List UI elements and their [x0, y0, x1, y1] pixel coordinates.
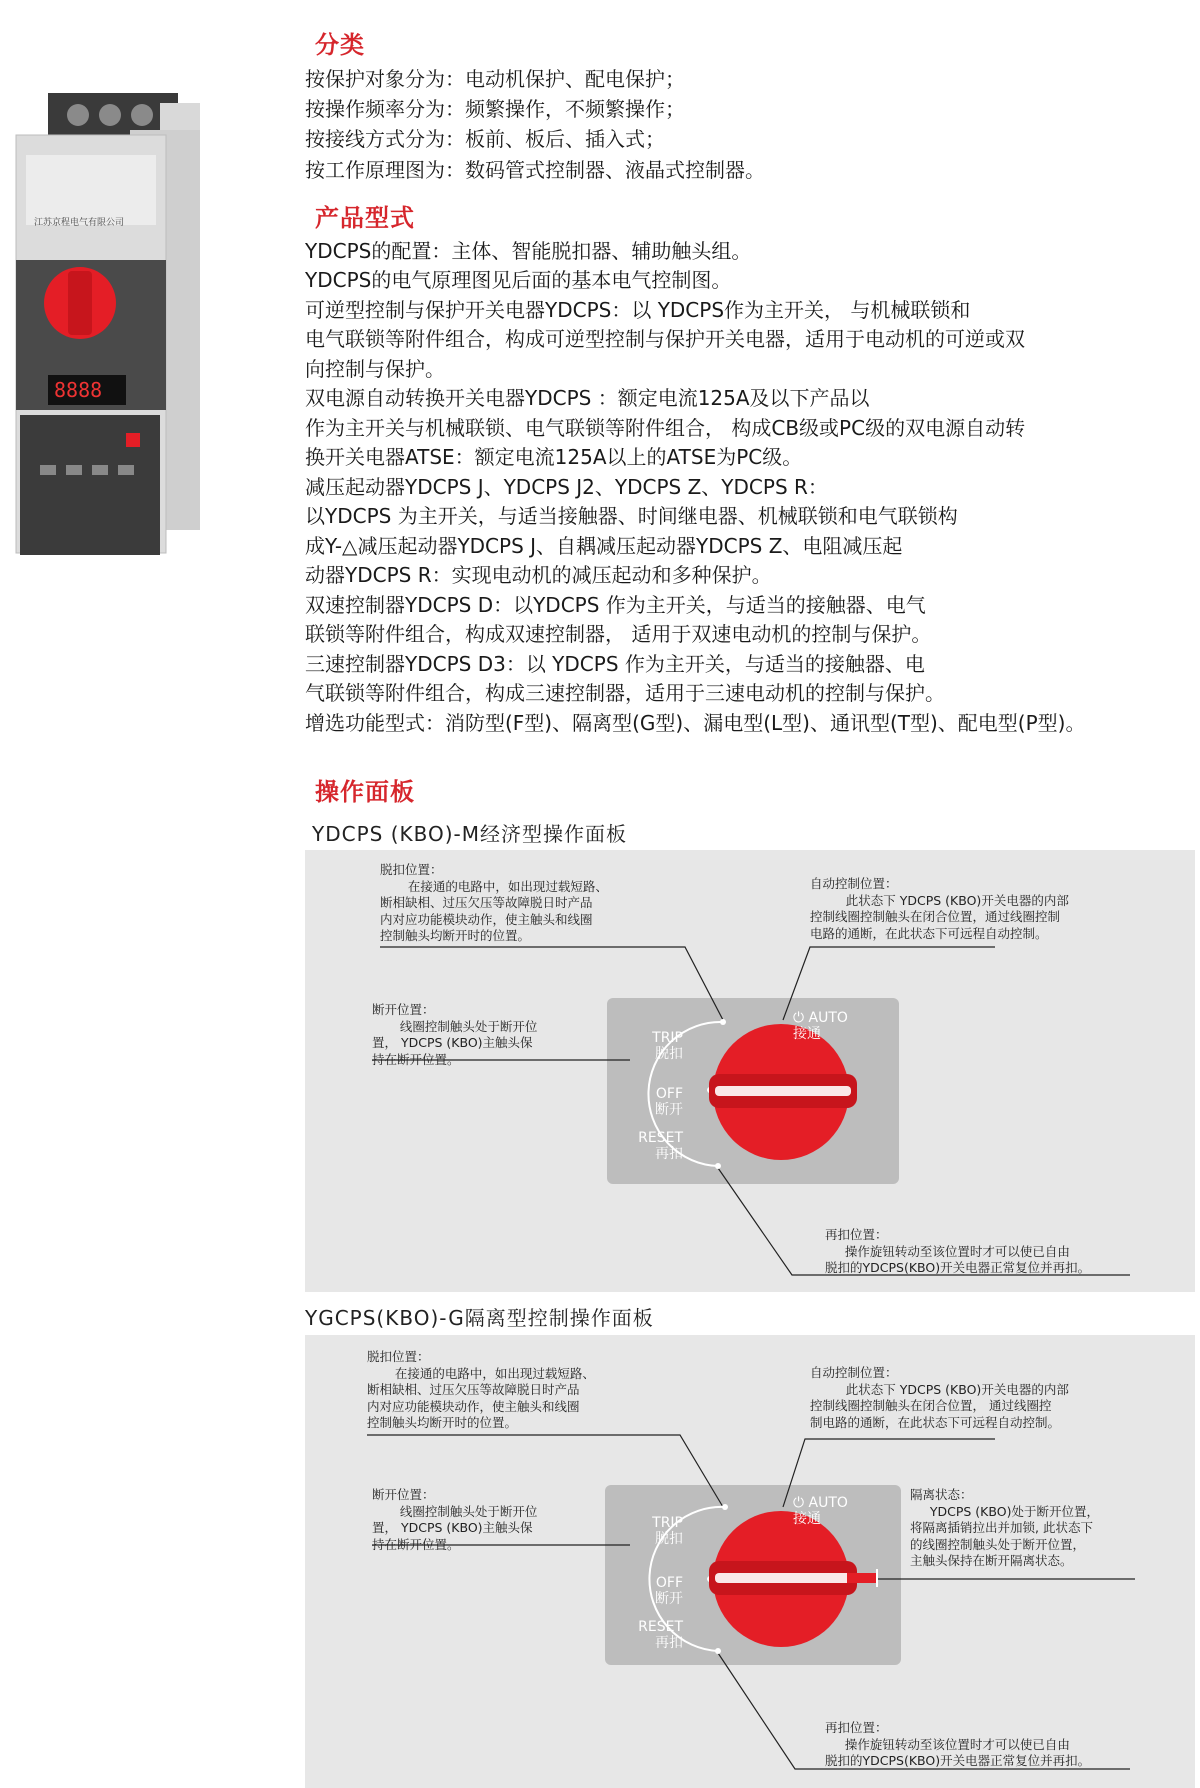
knob-label-reset: RESET 再扣: [638, 1130, 683, 1162]
list-item: 按保护对象分为：电动机保护、配电保护；: [305, 67, 685, 91]
panel-heading: 操作面板: [315, 778, 415, 806]
knob-label-off: OFF 断开: [655, 1086, 683, 1118]
model-paragraph: [305, 237, 1195, 747]
model-heading: 产品型式: [315, 204, 415, 232]
knob-label-trip: TRIP 脱扣: [652, 1515, 683, 1547]
reset-note: 再扣位置： 操作旋钮转动至该位置时才可以使已自由 脱扣的YDCPS(KBO)开关电器正常复位并再扣。: [825, 1227, 1091, 1275]
auto-note: 自动控制位置： 此状态下 YDCPS (KBO)开关电器的内部 控制线圈控制触头在闭合位置， 通过线圈控 制电路的通断，在此状态下可远程自动控制。: [810, 1365, 1069, 1430]
svg-text:江苏京程电气有限公司: 江苏京程电气有限公司: [34, 218, 125, 228]
trip-note: 脱扣位置： 在接通的电路中，如出现过载短路、 断相缺相、过压欠压等故障脱日时产品 内对应功能模块动作，使主触头和线圈 控制触头均断开时的位置。: [380, 862, 608, 943]
auto-note: 自动控制位置： 此状态下 YDCPS (KBO)开关电器的内部 控制线圈控制触头在闭合位置，通过线圈控制 电路的通断，在此状态下可远程自动控制。: [810, 876, 1069, 941]
list-item: 向控制与保护。: [305, 357, 445, 381]
list-item: 双电源自动转换开关电器YDCPS ：额定电流125A及以下产品以: [305, 386, 870, 410]
list-item: 联锁等附件组合，构成双速控制器， 适用于双速电动机的控制与保护。: [305, 622, 932, 646]
knob-label-auto: ⏻ AUTO 接通: [793, 1010, 848, 1042]
list-item: 以YDCPS 为主开关，与适当接触器、时间继电器、机械联锁和电气联锁构: [305, 504, 958, 528]
list-item: 双速控制器YDCPS D：以YDCPS 作为主开关，与适当的接触器、电气: [305, 593, 926, 617]
reset-note: 再扣位置： 操作旋钮转动至该位置时才可以使已自由 脱扣的YDCPS(KBO)开关电器正常复位并再扣。: [825, 1720, 1091, 1768]
list-item: 可逆型控制与保护开关电器YDCPS：以 YDCPS作为主开关， 与机械联锁和: [305, 298, 971, 322]
list-item: 作为主开关与机械联锁、电气联锁等附件组合， 构成CB级或PC级的双电源自动转: [305, 416, 1026, 440]
leader-lines: [305, 1335, 1195, 1788]
panel2-title: YGCPS(KBO)-G隔离型控制操作面板: [305, 1306, 654, 1330]
panel1-title: YDCPS (KBO)-M经济型操作面板: [312, 822, 627, 846]
list-item: YDCPS的配置：主体、智能脱扣器、辅助触头组。: [305, 239, 752, 263]
off-note: 断开位置： 线圈控制触头处于断开位 置， YDCPS (KBO)主触头保 持在断开位置。: [372, 1487, 538, 1552]
knob-label-auto: ⏻ AUTO 接通: [793, 1495, 848, 1527]
power-icon: ⏻: [793, 1495, 805, 1511]
list-item: 气联锁等附件组合，构成三速控制器，适用于三速电动机的控制与保护。: [305, 681, 945, 705]
list-item: 增选功能型式：消防型(F型)、隔离型(G型)、漏电型(L型)、通讯型(T型)、配电型(P型)。: [305, 711, 1086, 735]
classification-heading: 分类: [315, 31, 365, 59]
list-item: 减压起动器YDCPS J、YDCPS J2、YDCPS Z、YDCPS R：: [305, 475, 828, 499]
knob-label-off: OFF 断开: [655, 1575, 683, 1607]
product-device-image: [10, 85, 210, 585]
list-item: 按工作原理图为：数码管式控制器、液晶式控制器。: [305, 158, 765, 182]
off-note: 断开位置： 线圈控制触头处于断开位 置， YDCPS (KBO)主触头保 持在断开位置。: [372, 1002, 538, 1067]
list-item: 换开关电器ATSE：额定电流125A以上的ATSE为PC级。: [305, 445, 803, 469]
list-item: 电气联锁等附件组合，构成可逆型控制与保护开关电器，适用于电动机的可逆或双: [305, 327, 1025, 351]
list-item: 按操作频率分为：频繁操作，不频繁操作；: [305, 97, 685, 121]
list-item: 按接线方式分为：板前、板后、插入式；: [305, 127, 665, 151]
list-item: 三速控制器YDCPS D3：以 YDCPS 作为主开关，与适当的接触器、电: [305, 652, 925, 676]
panel1-diagram: [305, 850, 1195, 1292]
panel2-diagram: [305, 1335, 1195, 1788]
list-item: 成Y-△减压起动器YDCPS J、自耦减压起动器YDCPS Z、电阻减压起: [305, 534, 903, 558]
isolate-note: 隔离状态： YDCPS (KBO)处于断开位置， 将隔离插销拉出并加锁, 此状态下 的线圈控制触头处于断开位置， 主触头保持在断开隔离状态。: [910, 1487, 1099, 1568]
leader-lines: [305, 850, 1195, 1292]
trip-note: 脱扣位置： 在接通的电路中，如出现过载短路、 断相缺相、过压欠压等故障脱日时产品 内对应功能模块动作，使主触头和线圈 控制触头均断开时的位置。: [367, 1349, 595, 1430]
power-icon: ⏻: [793, 1010, 805, 1026]
knob-label-reset: RESET 再扣: [638, 1619, 683, 1651]
svg-text:8888: 8888: [54, 378, 103, 402]
list-item: 动器YDCPS R：实现电动机的减压起动和多种保护。: [305, 563, 772, 587]
classification-list: [305, 65, 1185, 185]
list-item: YDCPS的电气原理图见后面的基本电气控制图。: [305, 268, 732, 292]
knob-label-trip: TRIP 脱扣: [652, 1030, 683, 1062]
